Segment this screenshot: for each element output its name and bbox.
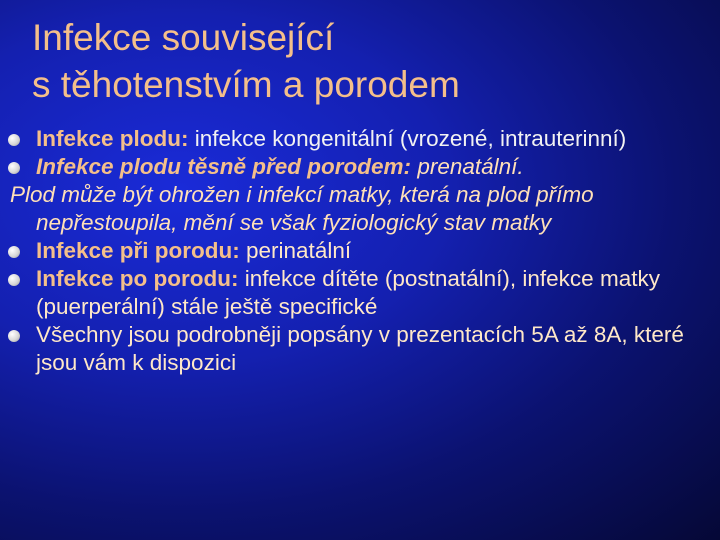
paragraph-plod: Plod může být ohrožen i infekcí matky, která na plod přímo nepřestoupila, mění se však fyziologický stav matky (10, 182, 594, 235)
bullet-icon (8, 330, 20, 342)
item-label: Infekce při porodu: (36, 238, 240, 263)
bullet-icon (8, 162, 20, 174)
bullet-icon (8, 246, 20, 258)
list-item-po-porodu (10, 265, 710, 321)
title-line-2: s těhotenstvím a porodem (32, 64, 460, 105)
bullet-icon (8, 274, 20, 286)
list-item-vsechny (10, 321, 710, 377)
title-line-1: Infekce související (32, 17, 335, 58)
item-label: Infekce po porodu: (36, 266, 239, 291)
item-text: infekce dítěte (postnatální), infekce matky (puerperální) stále ještě specifické (36, 266, 660, 319)
slide-title (32, 14, 702, 108)
list-item-pred-porodem (10, 153, 710, 181)
item-text: perinatální (239, 238, 352, 263)
item-text: infekce kongenitální (vrozené, intrauterinní) (188, 126, 627, 151)
item-text: prenatální. (411, 154, 524, 179)
list-item-pri-porodu (10, 237, 710, 265)
list-item-infekce-plodu (10, 125, 710, 153)
item-text: Všechny jsou podrobněji popsány v prezentacích 5A až 8A, které jsou vám k dispozici (36, 322, 684, 375)
bullet-icon (8, 134, 20, 146)
item-label: Infekce plodu: (36, 126, 189, 151)
item-label: Infekce plodu těsně před porodem: (36, 154, 412, 179)
bullet-list (10, 125, 710, 377)
